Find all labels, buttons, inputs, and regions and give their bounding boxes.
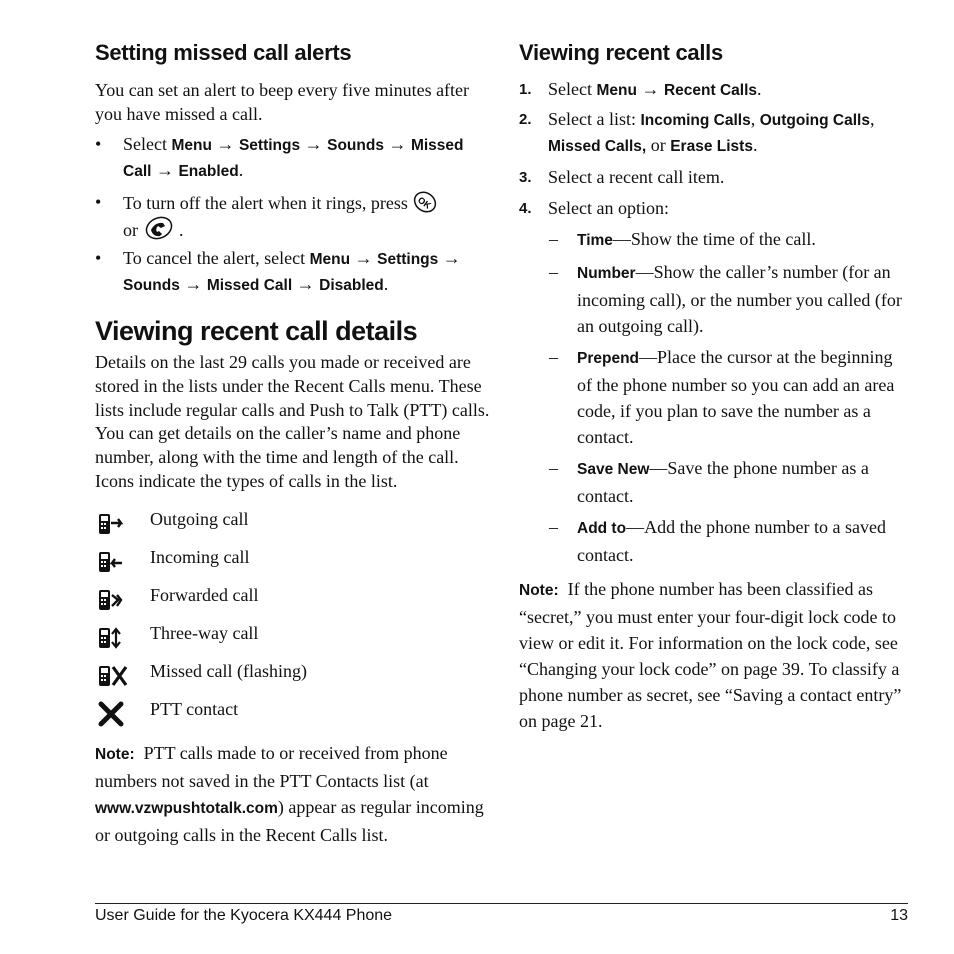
incoming-call-icon	[97, 548, 127, 576]
section-heading-missed-alerts: Setting missed call alerts	[95, 40, 352, 65]
call-icon-legend	[95, 508, 490, 736]
legend-label-incoming: Incoming call	[150, 546, 250, 567]
legend-row-missed	[95, 660, 490, 698]
menu-path-enabled: Enabled	[178, 163, 239, 180]
section-heading-recent-call-details: Viewing recent call details	[95, 316, 418, 346]
page-number: 13	[890, 907, 908, 924]
alerts-bullet-3: • To cancel the alert, select Menu → Settings → Sounds → Missed Call → Disabled.	[95, 248, 461, 294]
legend-label-forwarded: Forwarded call	[150, 584, 259, 605]
ptt-contact-icon	[97, 700, 127, 728]
legend-row-outgoing	[95, 508, 490, 546]
left-column	[95, 40, 490, 848]
send-key-icon	[143, 215, 175, 241]
option-time: – Time—Show the time of the call.	[549, 229, 816, 249]
option-save-new: – Save New—Save the phone number as a contact.	[549, 458, 869, 506]
page-footer	[95, 903, 908, 924]
option-prepend: – Prepend—Place the cursor at the beginning of the phone number so you can add an area code, if you plan to save the number as a contact.	[549, 347, 895, 447]
secret-number-note: Note: If the phone number has been classified as “secret,” you must enter your four-digit lock code to view or edit it. For information on the lock code, see “Changing your lock code” on page 39. To classify a phone number as secret, see “Saving a contact entry” on page 21.	[519, 579, 902, 731]
outgoing-call-icon	[97, 510, 127, 538]
legend-row-forwarded	[95, 584, 490, 622]
legend-label-ptt: PTT contact	[150, 698, 239, 719]
ptt-note: Note: PTT calls made to or received from phone numbers not saved in the PTT Contacts list (at www.vzwpushtotalk.com) appear as regular incoming or outgoing calls in the Recent Calls list.	[95, 742, 484, 845]
footer-title: User Guide for the Kyocera KX444 Phone	[95, 907, 393, 924]
menu-path-missed-call: Missed Call	[123, 137, 464, 180]
menu-path-sounds: Sounds	[327, 137, 384, 154]
legend-row-incoming	[95, 546, 490, 584]
step-3: 3. Select a recent call item.	[519, 167, 725, 187]
step-2: 2. Select a list: Incoming Calls, Outgoing Calls, Missed Calls, or Erase Lists.	[519, 109, 875, 155]
three-way-call-icon	[97, 624, 127, 652]
ptt-url: www.vzwpushtotalk.com	[95, 799, 278, 817]
step-4: 4. Select an option:	[519, 198, 669, 218]
section-heading-recent-calls: Viewing recent calls	[519, 40, 723, 65]
legend-label-missed: Missed call (flashing)	[150, 660, 307, 681]
step-1: 1. Select Menu → Recent Calls.	[519, 79, 762, 99]
alerts-bullet-1: • Select Menu → Settings → Sounds → Missed Call → Enabled.	[95, 134, 464, 180]
legend-row-ptt	[95, 698, 490, 736]
option-number: – Number—Show the caller’s number (for an incoming call), or the number you called (for an outgoing call).	[549, 262, 902, 336]
menu-path-settings: Settings	[238, 137, 301, 154]
details-body: Details on the last 29 calls you made or received are stored in the lists under the Recent Calls menu. These lists include regular calls and Push to Talk (PTT) calls. You can get details on the caller’s name and phone number, along with the time and length of the call. Icons indicate the types of calls in the list.	[95, 352, 490, 491]
ok-key-icon	[412, 190, 438, 214]
svg-text:OK: OK	[416, 194, 434, 211]
right-column	[519, 40, 911, 734]
legend-row-threeway	[95, 622, 490, 660]
menu-path-menu: Menu	[171, 137, 212, 154]
alerts-bullet-2: • To turn off the alert when it rings, press OK or .	[95, 190, 490, 242]
legend-label-threeway: Three-way call	[150, 622, 259, 643]
alerts-intro: You can set an alert to beep every five minutes after you have missed a call.	[95, 80, 470, 124]
missed-call-icon	[97, 662, 129, 690]
legend-label-outgoing: Outgoing call	[150, 508, 249, 529]
forwarded-call-icon	[97, 586, 127, 614]
option-add-to: – Add to—Add the phone number to a saved contact.	[549, 517, 887, 565]
